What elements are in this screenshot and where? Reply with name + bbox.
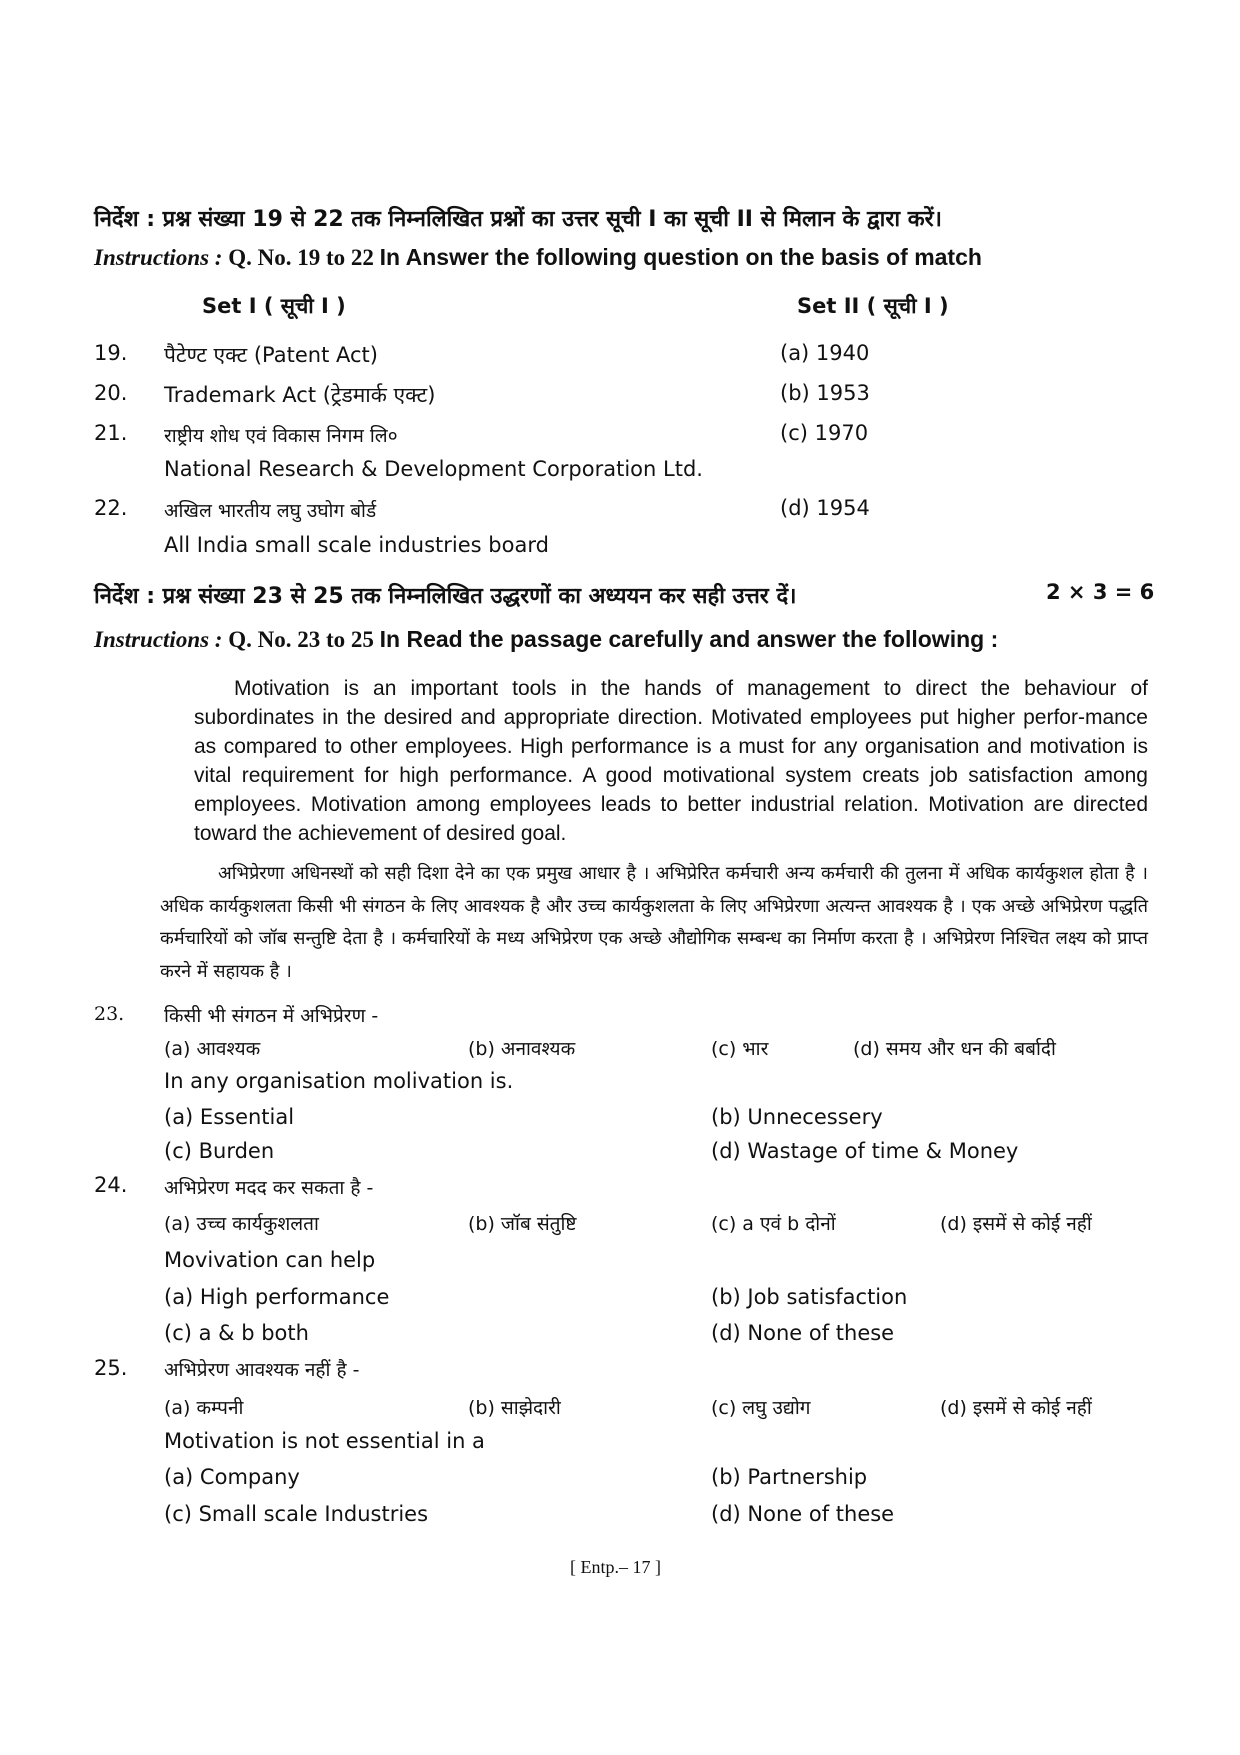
option-english: (b) Job satisfaction bbox=[711, 1285, 908, 1309]
option-english: (a) High performance bbox=[164, 1285, 390, 1309]
option-hindi: (c) भार bbox=[711, 1038, 769, 1060]
passage-hindi-text: अभिप्रेरणा अधिनस्थों को सही दिशा देने का एक प्रमुख आधार है । अभिप्रेरित कर्मचारी अन्य कर्मचारी की तुलना में अधिक कार्यकुशल होता है । अधिक कार्यकुशलता किसी भी संगठन के लिए आवश्यक है और उच्च कार्यकुशलता के लिए अभिप्रेरणा अत्यन्त आवश्यक है । एक अच्छे अभिप्रेरण पद्धति कर्मचारियों को जॉब सन्तुष्टि देता है । कर्मचारियों के मध्य अभिप्रेरण एक अच्छे औद्योगिक सम्बन्ध का निर्माण करता है । अभिप्रेरण निश्चित लक्ष्य को प्राप्त करने में सहायक है । bbox=[160, 863, 1148, 982]
option-hindi: (d) इसमें से कोई नहीं bbox=[940, 1397, 1092, 1419]
instructions-qno: Q. No. 23 to 25 bbox=[228, 627, 374, 652]
question-text-english: Motivation is not essential in a bbox=[164, 1429, 485, 1453]
question-text-hindi: अभिप्रेरण आवश्यक नहीं है - bbox=[164, 1359, 360, 1381]
row-number: 21. bbox=[94, 421, 128, 445]
hindi-instruction-2: निर्देश : प्रश्न संख्या 23 से 25 तक निम्नलिखित उद्धरणों का अध्ययन कर सही उत्तर दें। bbox=[94, 584, 797, 609]
page-footer: [ Entp.– 17 ] bbox=[570, 1557, 661, 1577]
row-answer: (c) 1970 bbox=[780, 421, 869, 445]
instructions-label: Instructions : bbox=[94, 627, 223, 652]
option-english: (c) Burden bbox=[164, 1139, 275, 1163]
question-number: 25. bbox=[94, 1356, 128, 1380]
question-number: 24. bbox=[94, 1173, 128, 1197]
row-item: Trademark Act (ट्रेडमार्क एक्ट) bbox=[164, 383, 436, 407]
passage-hindi bbox=[160, 858, 1148, 988]
option-english: (a) Company bbox=[164, 1465, 300, 1489]
set1-header: Set I ( सूची I ) bbox=[202, 294, 346, 318]
question-text-english: In any organisation molivation is. bbox=[164, 1069, 514, 1093]
row-number: 20. bbox=[94, 381, 128, 405]
option-hindi: (d) इसमें से कोई नहीं bbox=[940, 1213, 1092, 1235]
option-english: (d) Wastage of time & Money bbox=[711, 1139, 1019, 1163]
question-number: 23. bbox=[94, 1003, 125, 1025]
instructions-line-1 bbox=[94, 244, 982, 271]
row-number: 22. bbox=[94, 496, 128, 520]
option-hindi: (b) अनावश्यक bbox=[468, 1038, 576, 1060]
option-english: (b) Partnership bbox=[711, 1465, 868, 1489]
row-item: पैटेण्ट एक्ट (Patent Act) bbox=[164, 343, 378, 367]
question-text-english: Movivation can help bbox=[164, 1248, 376, 1272]
set2-header: Set II ( सूची I ) bbox=[797, 294, 949, 318]
instructions-line-2 bbox=[94, 626, 998, 653]
row-answer: (b) 1953 bbox=[780, 381, 870, 405]
row-item: अखिल भारतीय लघु उघोग बोर्ड bbox=[164, 500, 377, 522]
option-hindi: (a) कम्पनी bbox=[164, 1397, 244, 1419]
option-hindi: (c) लघु उद्योग bbox=[711, 1397, 811, 1419]
instructions-text: In Read the passage carefully and answer the following : bbox=[379, 626, 999, 652]
row-item-english: National Research & Development Corporation Ltd. bbox=[164, 457, 703, 481]
instructions-text: In Answer the following question on the basis of match bbox=[379, 244, 982, 270]
option-english: (a) Essential bbox=[164, 1105, 295, 1129]
option-english: (b) Unnecessery bbox=[711, 1105, 883, 1129]
instructions-label: Instructions : bbox=[94, 245, 223, 270]
row-item: राष्ट्रीय शोध एवं विकास निगम लि० bbox=[164, 425, 398, 447]
row-answer: (d) 1954 bbox=[780, 496, 870, 520]
option-english: (c) Small scale Industries bbox=[164, 1502, 429, 1526]
instructions-qno: Q. No. 19 to 22 bbox=[228, 245, 374, 270]
question-text-hindi: किसी भी संगठन में अभिप्रेरण - bbox=[164, 1005, 379, 1027]
question-text-hindi: अभिप्रेरण मदद कर सकता है - bbox=[164, 1177, 374, 1199]
hindi-instruction-1: निर्देश : प्रश्न संख्या 19 से 22 तक निम्नलिखित प्रश्नों का उत्तर सूची I का सूची II से मिलान के द्वारा करें। bbox=[94, 207, 942, 232]
option-hindi: (b) जॉब संतुष्टि bbox=[468, 1213, 577, 1235]
row-answer: (a) 1940 bbox=[780, 341, 870, 365]
option-english: (d) None of these bbox=[711, 1502, 895, 1526]
row-number: 19. bbox=[94, 341, 128, 365]
option-hindi: (b) साझेदारी bbox=[468, 1397, 561, 1419]
passage-english-text: Motivation is an important tools in the hands of management to direct the behaviour of subordinates in the desired and appropriate direction. Motivated employees put higher perfor-mance as compared to other employees. High performance is a must for any organisation and motivation is vital requirement for high performance. A good motivational system creats job satisfaction among employees. Motivation among employees leads to better industrial relation. Motivation are directed toward the achievement of desired goal. bbox=[194, 677, 1148, 845]
option-hindi: (a) आवश्यक bbox=[164, 1038, 261, 1060]
option-english: (c) a & b both bbox=[164, 1321, 309, 1345]
passage-english bbox=[194, 674, 1148, 848]
option-hindi: (d) समय और धन की बर्बादी bbox=[853, 1038, 1056, 1060]
option-hindi: (c) a एवं b दोनों bbox=[711, 1213, 836, 1235]
option-english: (d) None of these bbox=[711, 1321, 895, 1345]
marks-label: 2 × 3 = 6 bbox=[1046, 580, 1155, 604]
row-item-english: All India small scale industries board bbox=[164, 533, 549, 557]
option-hindi: (a) उच्च कार्यकुशलता bbox=[164, 1213, 319, 1235]
